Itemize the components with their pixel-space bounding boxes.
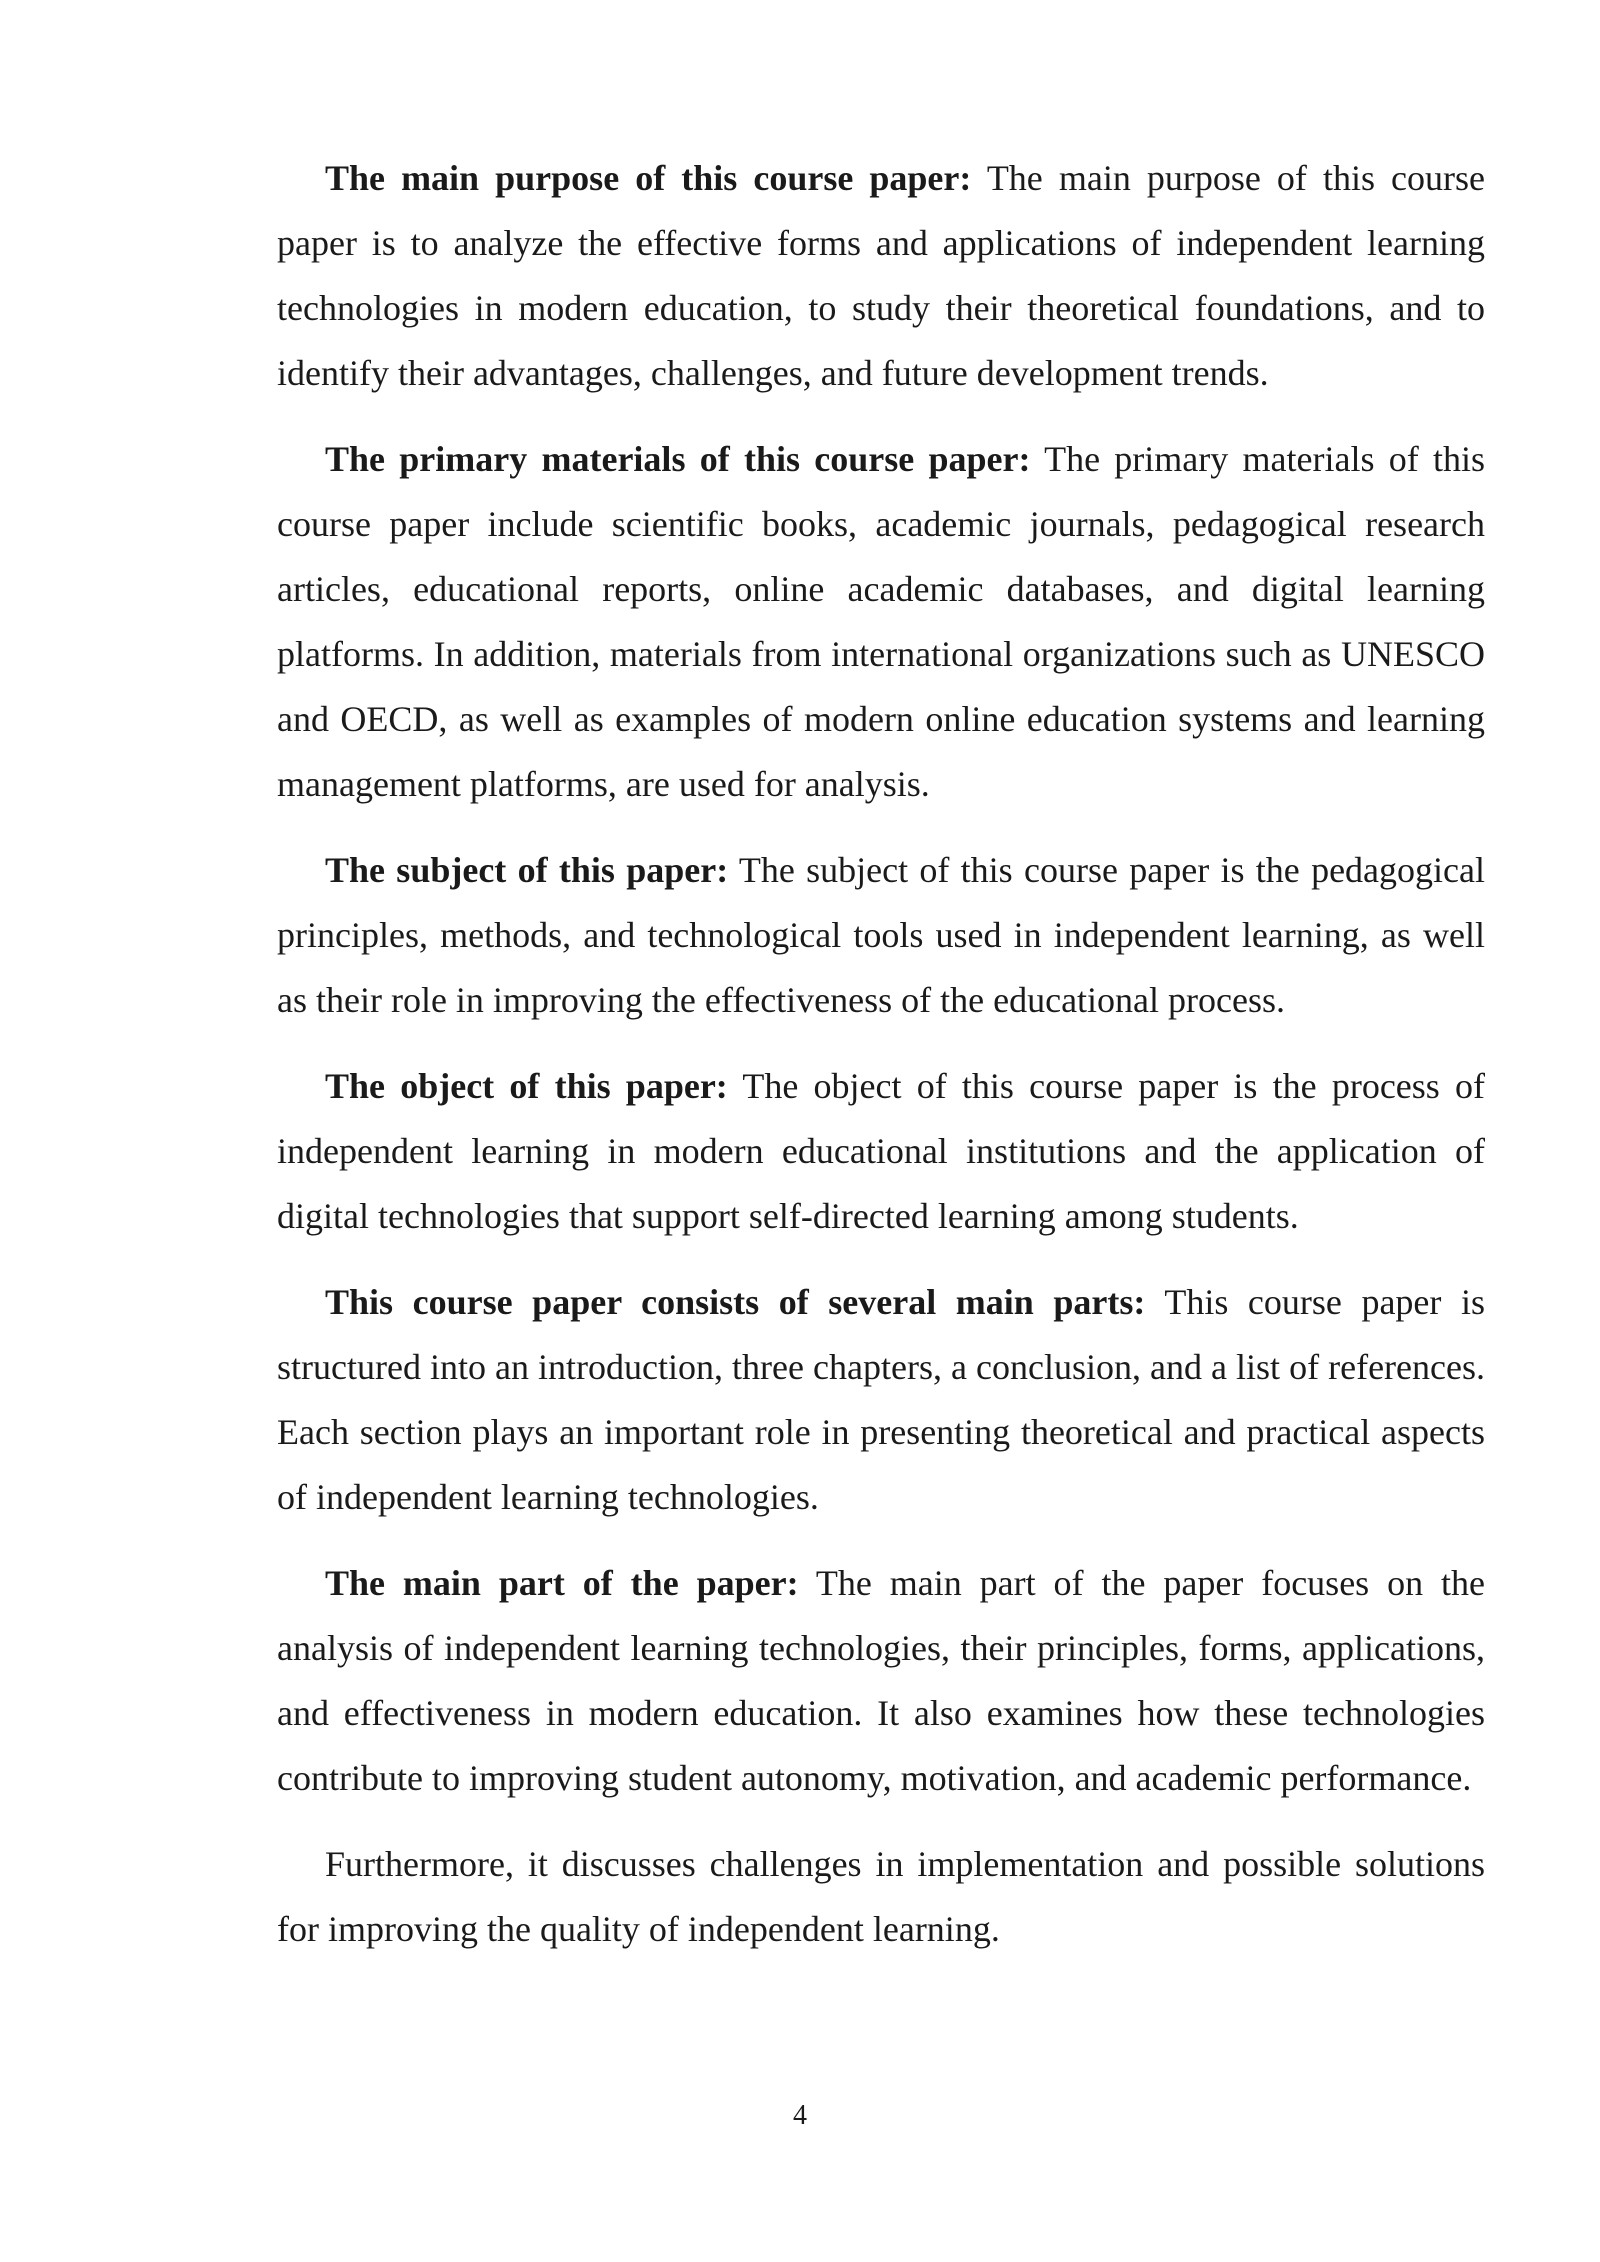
paragraph-text: Furthermore, it discusses challenges in implementation and possible solutions for improving the quality of independent learning. xyxy=(277,1844,1485,1949)
page-number: 4 xyxy=(793,2100,807,2131)
paragraph-main-purpose xyxy=(277,146,1485,406)
paragraph-text: The main purpose of this course paper is to analyze the effective forms and applications of independent learning technologies in modern education, to study their theoretical foundations, and to identify their advantages, challenges, and future development trends. xyxy=(277,158,1485,393)
paragraph-main-part xyxy=(277,1551,1485,1811)
paragraph-primary-materials xyxy=(277,427,1485,817)
paragraph-lead: The main purpose of this course paper: xyxy=(325,158,972,198)
paragraph-lead: This course paper consists of several main parts: xyxy=(325,1282,1146,1322)
paragraph-furthermore xyxy=(277,1832,1485,1962)
paragraph-text: The main part of the paper focuses on the analysis of independent learning technologies, their principles, forms, applications, and effectiveness in modern education. It also examines how these technologies contribute to improving student autonomy, motivation, and academic performance. xyxy=(277,1563,1485,1798)
paragraph-text: This course paper is structured into an introduction, three chapters, a conclusion, and a list of references. Each section plays an important role in presenting theoretical and practical aspects of independent learning technologies. xyxy=(277,1282,1485,1517)
paragraph-text: The subject of this course paper is the pedagogical principles, methods, and technological tools used in independent learning, as well as their role in improving the effectiveness of the educational process. xyxy=(277,850,1485,1020)
paragraph-lead: The main part of the paper: xyxy=(325,1563,799,1603)
paragraph-text: The primary materials of this course paper include scientific books, academic journals, pedagogical research articles, educational reports, online academic databases, and digital learning platforms. In addition, materials from international organizations such as UNESCO and OECD, as well as examples of modern online education systems and learning management platforms, are used for analysis. xyxy=(277,439,1485,804)
paragraph-object xyxy=(277,1054,1485,1249)
page-body xyxy=(277,146,1485,1983)
paragraph-lead: The object of this paper: xyxy=(325,1066,728,1106)
paragraph-text: The object of this course paper is the process of independent learning in modern educational institutions and the application of digital technologies that support self-directed learning among students. xyxy=(277,1066,1485,1236)
paragraph-structure xyxy=(277,1270,1485,1530)
paragraph-lead: The subject of this paper: xyxy=(325,850,729,890)
paragraph-lead: The primary materials of this course paper: xyxy=(325,439,1031,479)
paragraph-subject xyxy=(277,838,1485,1033)
